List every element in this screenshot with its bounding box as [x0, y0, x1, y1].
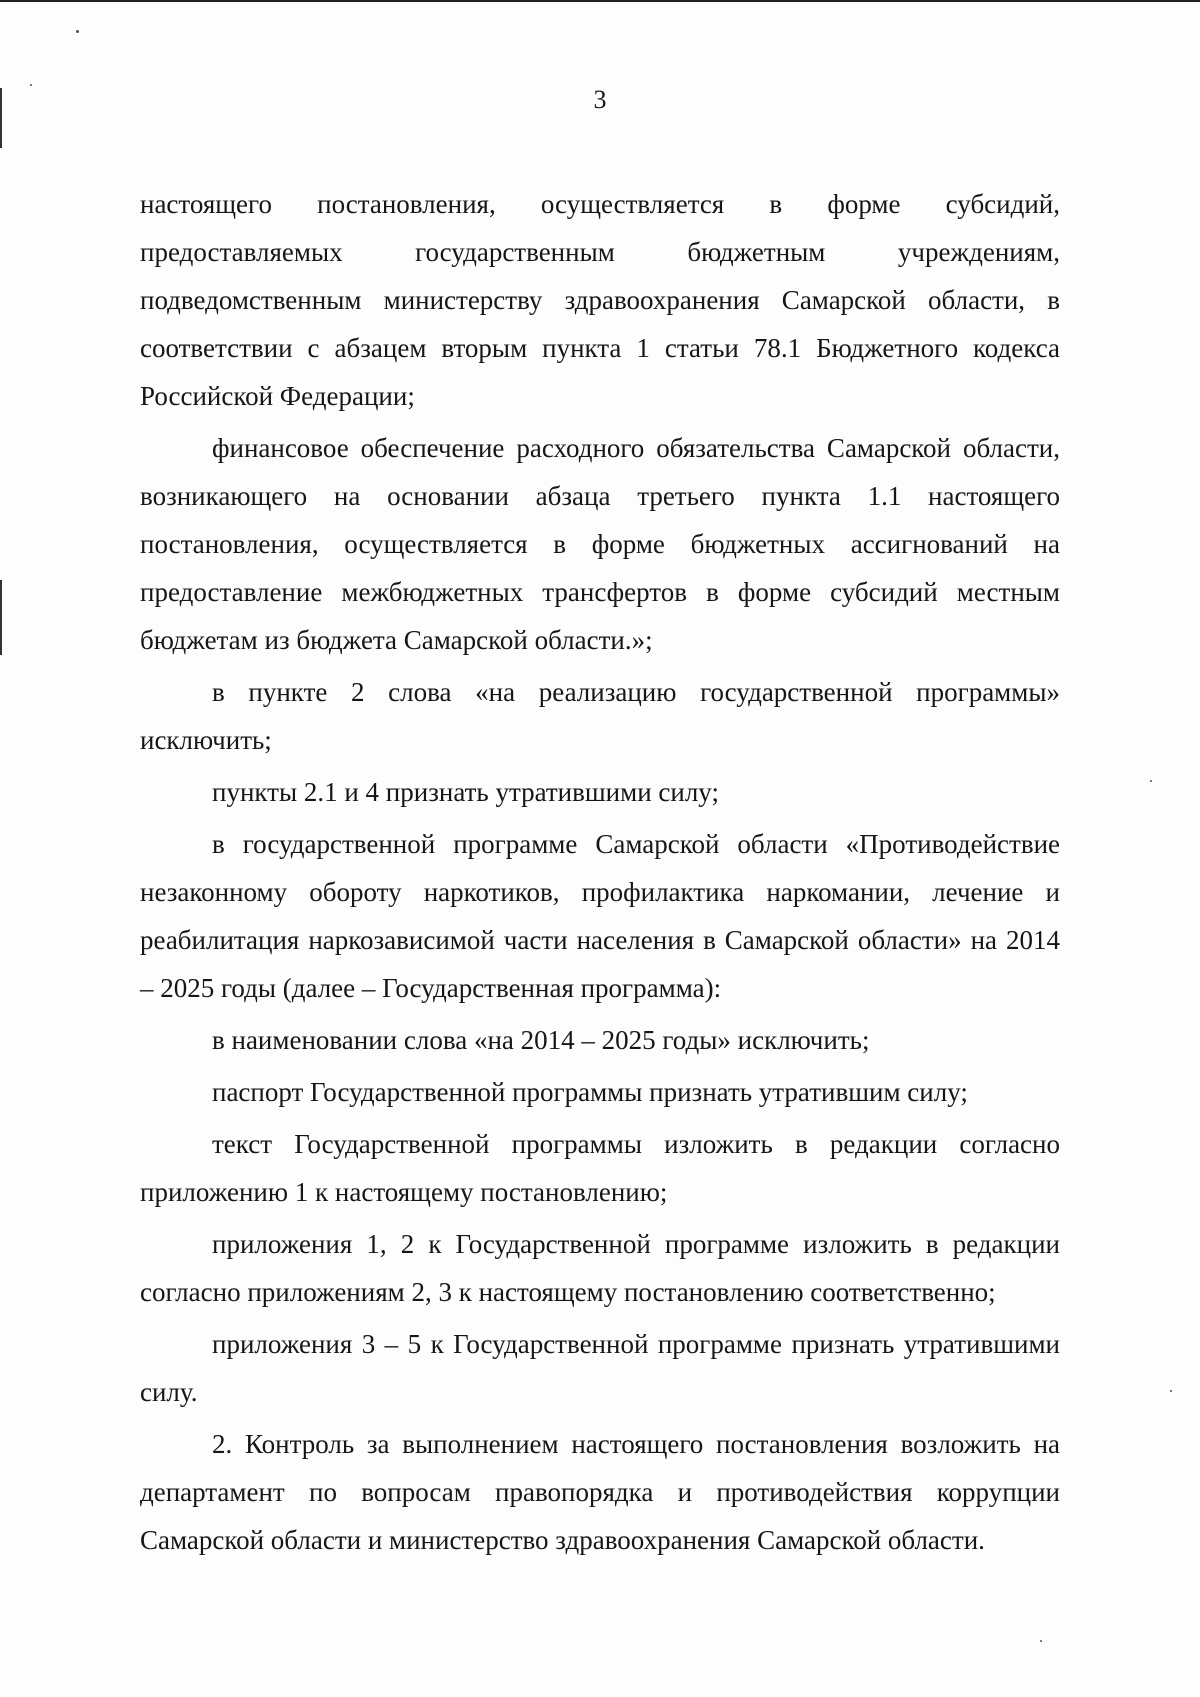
paragraph-10: приложения 3 – 5 к Государственной программе признать утратившими силу.: [140, 1329, 1060, 1407]
scan-speck: [76, 30, 79, 33]
paragraph-4: пункты 2.1 и 4 признать утратившими силу;: [212, 777, 719, 807]
scan-speck: [1040, 1640, 1042, 1642]
paragraph-6: в наименовании слова «на 2014 – 2025 годы» исключить;: [212, 1025, 870, 1055]
page-number: 3: [593, 85, 607, 114]
paragraph-2: финансовое обеспечение расходного обязательства Самарской области, возникающего на основании абзаца третьего пункта 1.1 настоящего постановления, осуществляется в форме бюджетных ассигнований на предоставление межбюджетных трансфертов в форме субсидий местным бюджетам из бюджета Самарской области.»;: [140, 433, 1060, 655]
paragraph-11: 2. Контроль за выполнением настоящего постановления возложить на департамент по вопросам правопорядка и противодействия коррупции Самарской области и министерство здравоохранения Самарской области.: [140, 1429, 1060, 1555]
document-body: [140, 180, 1060, 1564]
scan-speck: [1150, 780, 1152, 782]
scan-top-edge: [0, 0, 1200, 2]
paragraph-1: настоящего постановления, осуществляется в форме субсидий, предоставляемых государственным бюджетным учреждениям, подведомственным министерству здравоохранения Самарской области, в соответствии с абзацем вторым пункта 1 статьи 78.1 Бюджетного кодекса Российской Федерации;: [140, 189, 1060, 411]
paragraph-5: в государственной программе Самарской области «Противодействие незаконному обороту наркотиков, профилактика наркомании, лечение и реабилитация наркозависимой части населения в Самарской области» на 2014 – 2025 годы (далее – Государственная программа):: [140, 829, 1060, 1003]
paragraph-8: текст Государственной программы изложить в редакции согласно приложению 1 к настоящему постановлению;: [140, 1129, 1060, 1207]
paragraph-9: приложения 1, 2 к Государственной программе изложить в редакции согласно приложениям 2, 3 к настоящему постановлению соответственно;: [140, 1229, 1060, 1307]
paragraph-7: паспорт Государственной программы признать утратившим силу;: [212, 1077, 968, 1107]
paragraph-3: в пункте 2 слова «на реализацию государственной программы» исключить;: [140, 677, 1060, 755]
scan-left-edge-mark: [0, 580, 2, 655]
scan-speck: [1170, 1390, 1172, 1392]
